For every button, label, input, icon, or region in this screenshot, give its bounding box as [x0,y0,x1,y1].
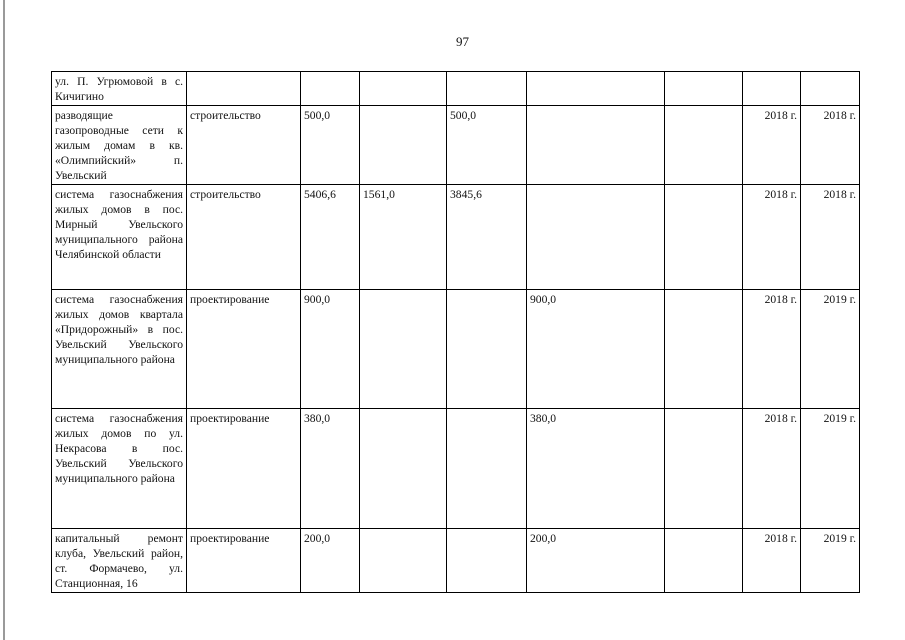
total-cost-cell: 5406,6 [301,185,360,290]
funding-cell-4 [665,409,743,529]
funding-cell-1 [360,72,447,106]
start-year-cell: 2018 г. [743,290,801,409]
funding-cell-4 [665,290,743,409]
work-type-cell: проектирование [187,409,301,529]
funding-cell-4 [665,185,743,290]
funding-cell-2 [447,72,527,106]
table-row [52,409,860,529]
end-year-cell [801,72,860,106]
funding-cell-1 [360,409,447,529]
object-name-cell: ул. П. Угрюмовой в с. Кичигино [52,72,187,106]
funding-cell-3: 380,0 [527,409,665,529]
object-name-cell: система газоснабжения жилых домов по ул. Некрасова в пос. Увельский Увельского муниципального района [52,409,187,529]
funding-cell-2 [447,529,527,593]
table-row [52,72,860,106]
funding-cell-3 [527,185,665,290]
work-type-cell: строительство [187,185,301,290]
table-row [52,290,860,409]
total-cost-cell [301,72,360,106]
funding-cell-1: 1561,0 [360,185,447,290]
funding-cell-4 [665,72,743,106]
start-year-cell: 2018 г. [743,409,801,529]
end-year-cell: 2019 г. [801,529,860,593]
end-year-cell: 2019 г. [801,409,860,529]
funding-cell-4 [665,106,743,185]
total-cost-cell: 500,0 [301,106,360,185]
work-type-cell: проектирование [187,290,301,409]
funding-cell-3 [527,106,665,185]
page-number: 97 [456,34,469,49]
program-table [51,71,860,593]
funding-cell-1 [360,529,447,593]
scan-edge-line [3,0,5,640]
funding-cell-3 [527,72,665,106]
funding-cell-2: 500,0 [447,106,527,185]
start-year-cell: 2018 г. [743,529,801,593]
funding-cell-1 [360,106,447,185]
object-name-cell: система газоснабжения жилых домов в пос. Мирный Увельского муниципального района Челябинской области [52,185,187,290]
start-year-cell [743,72,801,106]
end-year-cell: 2018 г. [801,185,860,290]
funding-cell-2 [447,290,527,409]
start-year-cell: 2018 г. [743,106,801,185]
table-row [52,106,860,185]
funding-cell-1 [360,290,447,409]
object-name-cell: капитальный ремонт клуба, Увельский район, ст. Формачево, ул. Станционная, 16 [52,529,187,593]
total-cost-cell: 200,0 [301,529,360,593]
funding-cell-3: 900,0 [527,290,665,409]
total-cost-cell: 900,0 [301,290,360,409]
funding-cell-2: 3845,6 [447,185,527,290]
end-year-cell: 2019 г. [801,290,860,409]
object-name-cell: система газоснабжения жилых домов квартала «Придорожный» в пос. Увельский Увельского муниципального района [52,290,187,409]
total-cost-cell: 380,0 [301,409,360,529]
table-row [52,185,860,290]
work-type-cell: проектирование [187,529,301,593]
object-name-cell: разводящие газопроводные сети к жилым домам в кв. «Олимпийский» п. Увельский [52,106,187,185]
table-row [52,529,860,593]
funding-cell-2 [447,409,527,529]
work-type-cell [187,72,301,106]
funding-cell-3: 200,0 [527,529,665,593]
funding-cell-4 [665,529,743,593]
end-year-cell: 2018 г. [801,106,860,185]
start-year-cell: 2018 г. [743,185,801,290]
work-type-cell: строительство [187,106,301,185]
